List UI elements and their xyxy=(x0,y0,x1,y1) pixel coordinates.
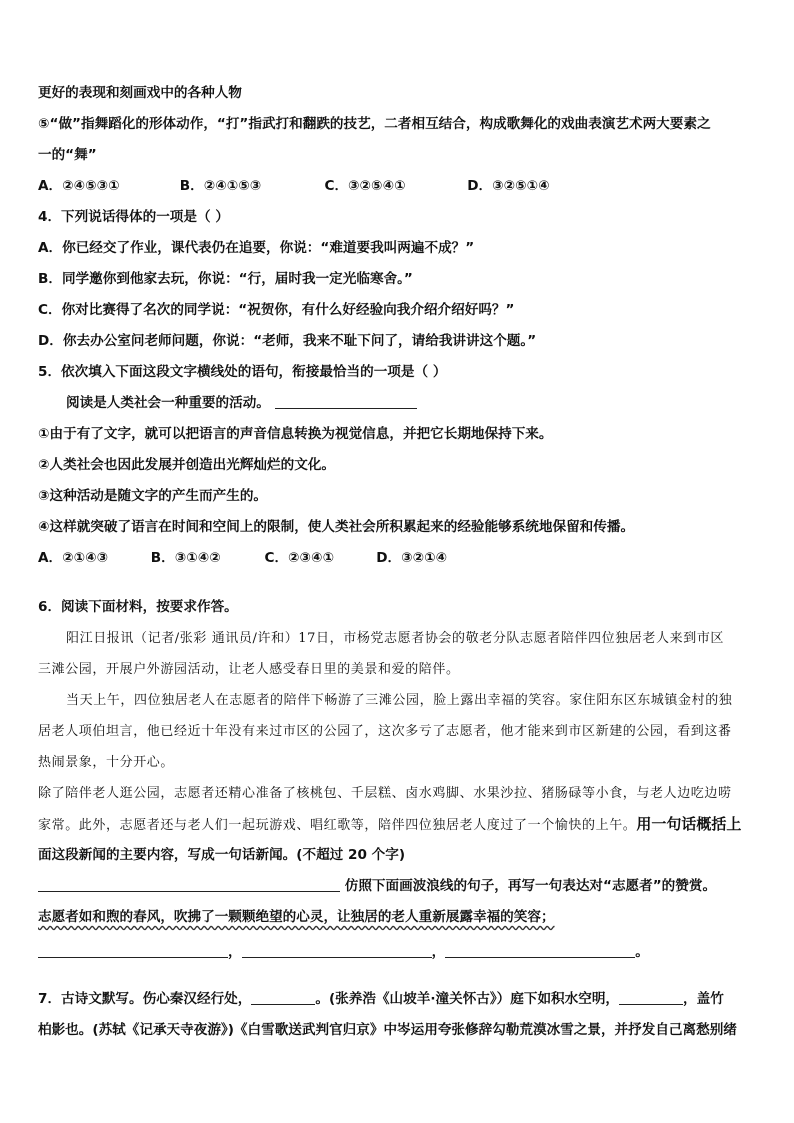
q5-lead-text: 阅读是人类社会一种重要的活动。 xyxy=(66,395,270,411)
q5-option-c[interactable]: C．②③④① xyxy=(264,550,335,566)
item-5-line-1: ⑤“做”指舞蹈化的形体动作，“打”指武打和翻跌的技艺，二者相互结合，构成歌舞化的戏曲表演艺术两大要素之 xyxy=(38,116,711,132)
q4-option-d[interactable]: D．你去办公室问老师问题，你说：“老师，我来不耻下问了，请给我讲讲这个题。” xyxy=(38,333,537,349)
q7-text-3: ，盖竹 xyxy=(683,991,724,1007)
item-5-line-2: 一的“舞” xyxy=(38,147,97,163)
q5-option-a[interactable]: A．②①④③ xyxy=(38,550,109,566)
q7-text-1: 7．古诗文默写。伤心秦汉经行处， xyxy=(38,991,252,1007)
q5-sentence-2: ②人类社会也因此发展并创造出光辉灿烂的文化。 xyxy=(38,457,335,473)
q5-sentence-3: ③这种活动是随文字的产生而产生的。 xyxy=(38,488,268,504)
q3-option-b[interactable]: B．②④①⑤③ xyxy=(179,178,262,194)
q6-comma-1: ， xyxy=(228,944,242,960)
q6-task-2: 仿照下面画波浪线的句子，再写一句表达对“志愿者”的赞赏。 xyxy=(344,878,717,894)
q7-blank-2[interactable] xyxy=(619,988,683,1005)
exam-page xyxy=(38,78,760,1046)
q6-imitation-blank-3[interactable] xyxy=(445,941,635,958)
continuation-text: 更好的表现和刻画戏中的各种人物 xyxy=(38,85,242,101)
q6-para-3-line-2 xyxy=(38,809,760,840)
q3-option-c[interactable]: C．③②⑤④① xyxy=(324,178,406,194)
q5-stem: 5．依次填入下面这段文字横线处的语句，衔接最恰当的一项是（ ） xyxy=(38,364,447,380)
q6-period: 。 xyxy=(635,944,649,960)
q6-task-1-start: 用一句话概括上 xyxy=(636,815,742,833)
q6-para-2-line-3: 热闹景象，十分开心。 xyxy=(38,755,175,770)
q6-para-3-line-1: 除了陪伴老人逛公园，志愿者还精心准备了核桃包、千层糕、卤水鸡脚、水果沙拉、猪肠碌等小食，与老人边吃边唠 xyxy=(38,786,732,801)
q7-blank-1[interactable] xyxy=(251,988,315,1005)
q6-imitation-blank-1[interactable] xyxy=(38,941,228,958)
q3-option-a[interactable]: A．②④⑤③① xyxy=(38,178,120,194)
q5-lead xyxy=(38,388,760,419)
q3-option-d[interactable]: D．③②⑤①④ xyxy=(467,178,550,194)
q6-stem: 6．阅读下面材料，按要求作答。 xyxy=(38,599,238,615)
q4-option-a[interactable]: A．你已经交了作业，课代表仍在追要，你说：“难道要我叫两遍不成？” xyxy=(38,240,475,256)
q6-para-1-line-2: 三滩公园，开展户外游园活动，让老人感受春日里的美景和爱的陪伴。 xyxy=(38,662,460,677)
q6-answer-blank-1[interactable] xyxy=(38,875,340,892)
spacer xyxy=(38,574,760,592)
q5-options xyxy=(38,543,760,574)
q7-text-2: 。(张养浩《山坡羊·潼关怀古》）庭下如积水空明， xyxy=(315,991,620,1007)
q5-option-b[interactable]: B．③①④② xyxy=(150,550,221,566)
q7-line-2: 柏影也。(苏轼《记承天寺夜游》)《白雪歌送武判官归京》中岑运用夸张修辞勾勒荒漠冰雪之景，并抒发自己离愁别绪 xyxy=(38,1022,737,1038)
q5-sentence-4: ④这样就突破了语言在时间和空间上的限制，使人类社会所积累起来的经验能够系统地保留和传播。 xyxy=(38,519,635,535)
q6-task-1: 面这段新闻的主要内容，写成一句话新闻。(不超过 20 个字) xyxy=(38,847,406,863)
q6-model-sentence: 志愿者如和煦的春风，吹拂了一颗颗绝望的心灵，让独居的老人重新展露幸福的笑容； xyxy=(38,909,555,925)
q6-imitation-blank-2[interactable] xyxy=(242,941,432,958)
q3-options xyxy=(38,171,760,202)
q4-stem: 4．下列说话得体的一项是（ ） xyxy=(38,209,229,225)
q5-option-d[interactable]: D．③②①④ xyxy=(376,550,448,566)
q6-comma-2: ， xyxy=(431,944,446,960)
q7-line-1 xyxy=(38,984,760,1015)
q6-task-2-line xyxy=(38,871,760,902)
q4-option-c[interactable]: C．你对比赛得了名次的同学说：“祝贺你，有什么好经验向我介绍介绍好吗？” xyxy=(38,302,515,318)
q4-option-b[interactable]: B．同学邀你到他家去玩，你说：“行，届时我一定光临寒舍。” xyxy=(38,271,413,287)
q6-para-2-line-2: 居老人项伯坦言，他已经近十年没有来过市区的公园了，这次多亏了志愿者，他才能来到市区新建的公园，看到这番 xyxy=(38,724,732,739)
q6-para-2-line-1: 当天上午，四位独居老人在志愿者的陪伴下畅游了三滩公园，脸上露出幸福的笑容。家住阳东区东城镇金村的独 xyxy=(66,693,733,708)
q6-imitation-blanks xyxy=(38,937,760,968)
spacer xyxy=(38,968,760,984)
q5-sentence-1: ①由于有了文字，就可以把语言的声音信息转换为视觉信息，并把它长期地保持下来。 xyxy=(38,426,553,442)
q5-answer-blank[interactable] xyxy=(275,392,417,409)
q6-para-3-handwritten: 家常。此外，志愿者还与老人们一起玩游戏、唱红歌等，陪伴四位独居老人度过了一个愉快的上午。 xyxy=(38,818,637,833)
q6-para-1-line-1: 阳江日报讯（记者/张彩 通讯员/许和）17日，市杨党志愿者协会的敬老分队志愿者陪伴四位独居老人来到市区 xyxy=(66,631,725,646)
